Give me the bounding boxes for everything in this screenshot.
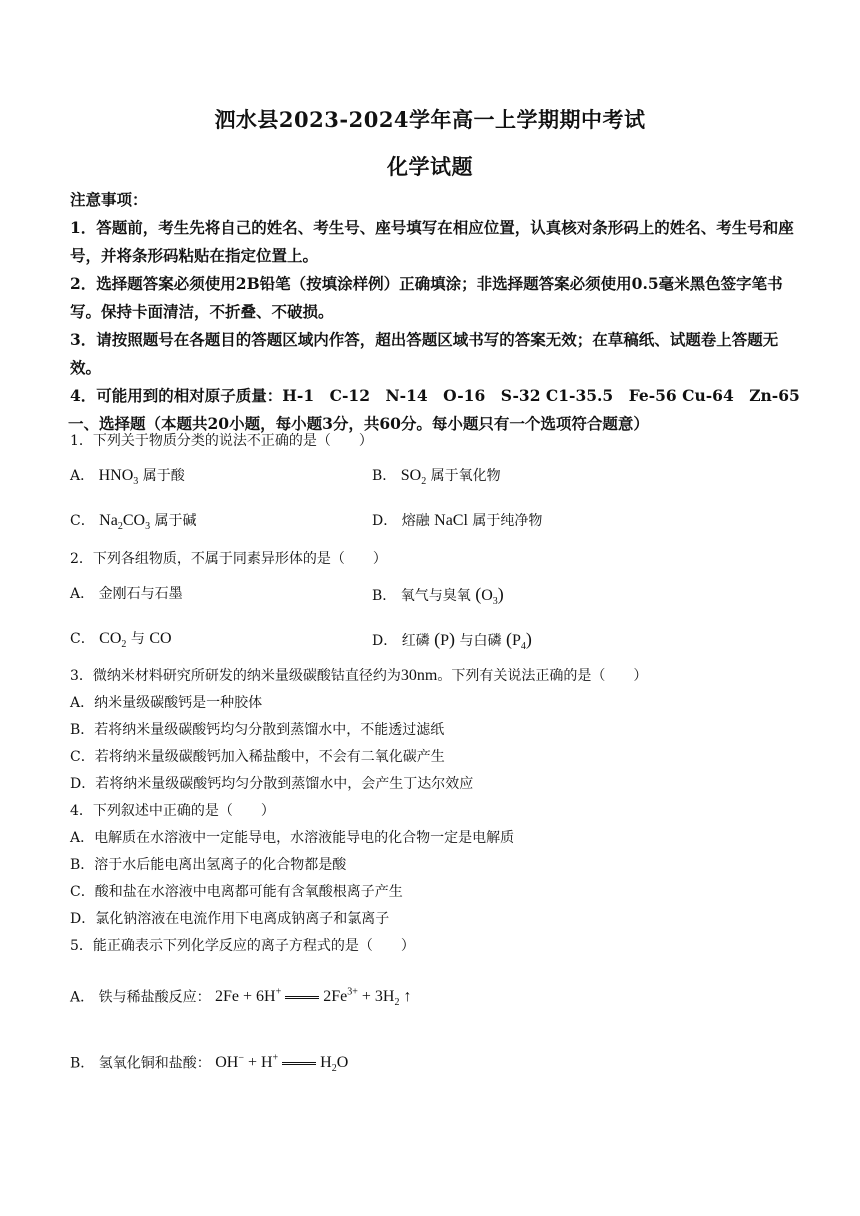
question-4-option-a: A．电解质在水溶液中一定能导电，水溶液能导电的化合物一定是电解质 [70, 830, 515, 846]
option-text: 铁与稀盐酸反应： [98, 989, 211, 1006]
option-text: 与白磷 [459, 633, 502, 649]
option-text: 属于纯净物 [472, 513, 543, 529]
formula-hno3: $HNO_3$ [98, 467, 139, 488]
formula-p4: $(P_4)$ [505, 629, 532, 653]
option-text: 红磷 [401, 633, 430, 649]
question-2-stem: 2．下列各组物质，不属于同素异形体的是（ ） [70, 551, 387, 567]
option-label: B． [70, 1055, 95, 1072]
option-label: A． [70, 989, 95, 1006]
question-3-option-d: D．若将纳米量级碳酸钙均匀分散到蒸馏水中，会产生丁达尔效应 [70, 776, 474, 792]
question-4-stem: 4．下列叙述中正确的是（ ） [70, 803, 275, 819]
question-1-option-d [372, 512, 542, 530]
option-text: 氢氧化铜和盐酸： [98, 1055, 211, 1072]
option-label: B． [372, 468, 397, 484]
section-heading: 一、选择题（本题共20小题，每小题3分，共60分。每小题只有一个选项符合题意） [68, 414, 649, 433]
question-1-option-a [70, 467, 185, 491]
question-1-option-b [372, 467, 501, 491]
question-1-option-c [70, 512, 197, 536]
notice-heading: 注意事项： [70, 190, 148, 209]
option-label: D． [372, 513, 398, 529]
formula-co2: $CO_2$ [99, 630, 127, 651]
question-3-option-b: B．若将纳米量级碳酸钙均匀分散到蒸馏水中，不能透过滤纸 [70, 722, 445, 738]
option-label: C． [70, 513, 95, 529]
exam-title: 泗水县2023-2024学年高一上学期期中考试 [214, 107, 646, 132]
formula-nacl: NaCl [434, 512, 468, 529]
notice-item-1: 1．答题前，考生先将自己的姓名、考生号、座号填写在相应位置，认真核对条形码上的姓名、考生号和座号，并将条形码粘贴在指定位置上。 [70, 218, 794, 265]
question-4-option-b: B．溶于水后能电离出氢离子的化合物都是酸 [70, 857, 347, 873]
stem-text: 。下列有关说法正确的是（ ） [437, 668, 648, 684]
option-label: C． [70, 631, 95, 647]
option-label: B． [372, 588, 397, 604]
option-text: 氧气与臭氧 [400, 588, 471, 604]
formula-o3: $(O_3)$ [475, 584, 504, 608]
question-2-option-b [372, 585, 504, 611]
question-5-option-a [70, 984, 411, 1013]
option-text: 属于碱 [154, 513, 197, 529]
question-4-option-d: D．氯化钠溶液在电流作用下电离成钠离子和氯离子 [70, 911, 390, 927]
question-3-option-a: A．纳米量级碳酸钙是一种胶体 [70, 695, 263, 711]
question-2-option-c [70, 630, 172, 654]
option-label: D． [372, 633, 398, 649]
notice-block [70, 186, 800, 438]
exam-subtitle: 化学试题 [387, 154, 473, 179]
equation-b: OH− + H+ $H_2O$ [215, 1053, 349, 1075]
option-text: 与 [130, 631, 145, 647]
option-text: 属于氧化物 [430, 468, 501, 484]
question-2-option-a [70, 585, 183, 603]
notice-item-3: 3．请按照题号在各题目的答题区域内作答，超出答题区域书写的答案无效；在草稿纸、试题卷上答题无效。 [70, 330, 779, 377]
notice-item-2: 2．选择题答案必须使用2B铅笔（按填涂样例）正确填涂；非选择题答案必须使用0.5毫米黑色签字笔书写。保持卡面清洁，不折叠、不破损。 [70, 274, 783, 321]
option-label: A． [70, 586, 95, 602]
option-text: 属于酸 [142, 468, 185, 484]
equation-a: 2Fe + 6H+ $2Fe^{3+} + 3H_2$ ↑ [215, 987, 412, 1009]
question-3-option-c: C．若将纳米量级碳酸钙加入稀盐酸中，不会有二氧化碳产生 [70, 749, 445, 765]
notice-item-4: 4．可能用到的相对原子质量：H-1 C-12 N-14 O-16 S-32 C1-35.5 Fe-56 Cu-64 Zn-65 [70, 386, 800, 405]
option-label: A． [70, 468, 95, 484]
formula-so2: $SO_2$ [400, 467, 427, 488]
formula-na2co3: $Na_2CO_3$ [99, 512, 151, 533]
formula-p: (P) [434, 629, 456, 649]
option-text: 熔融 [401, 513, 430, 529]
question-4-option-c: C．酸和盐在水溶液中电离都可能有含氧酸根离子产生 [70, 884, 403, 900]
formula-co: CO [149, 630, 172, 647]
question-5-stem: 5．能正确表示下列化学反应的离子方程式的是（ ） [70, 938, 415, 954]
question-1-stem: 1．下列关于物质分类的说法不正确的是（ ） [70, 433, 373, 449]
question-3-stem [70, 667, 647, 685]
stem-text: 3．微纳米材料研究所研发的纳米量级碳酸钴直径约为 [70, 668, 401, 684]
diameter-value: 30nm [400, 667, 438, 684]
option-text: 金刚石与石墨 [98, 586, 183, 602]
question-5-option-b [70, 1050, 348, 1079]
question-2-option-d [372, 630, 532, 656]
